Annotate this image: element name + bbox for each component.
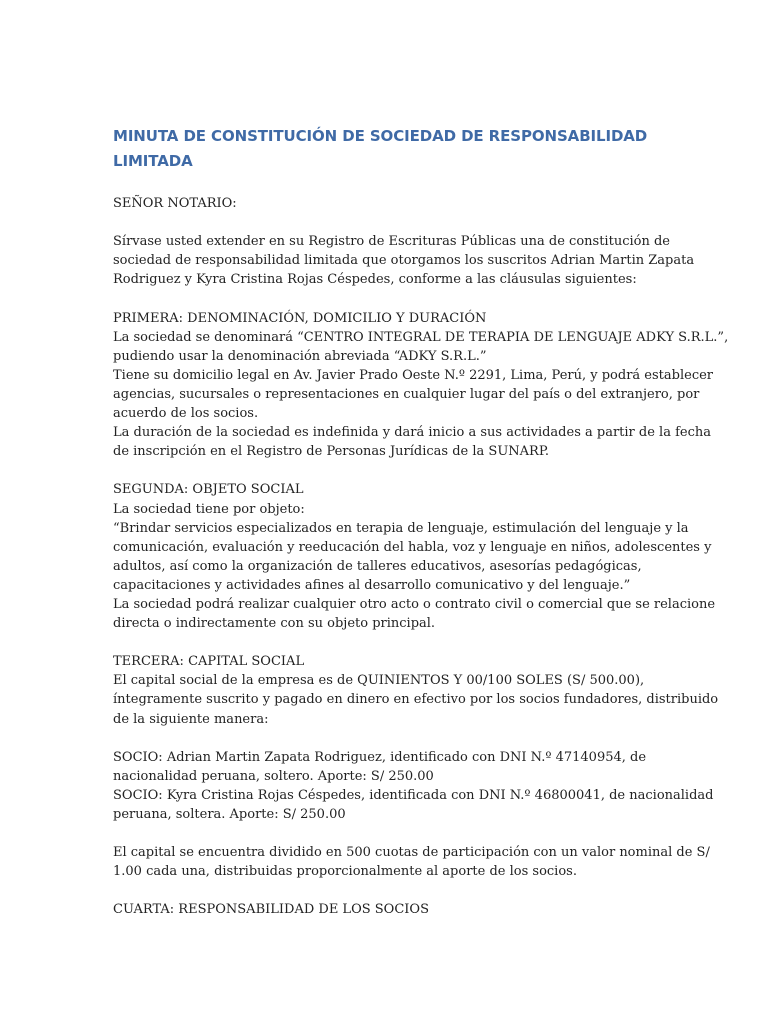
text-line: íntegramente suscrito y pagado en dinero en efectivo por los socios fundadores, distribuido — [113, 692, 719, 708]
clause-segunda — [113, 480, 716, 633]
text-line: de inscripción en el Registro de Personas Jurídicas de la SUNARP. — [113, 444, 550, 460]
text-line: nacionalidad peruana, soltero. Aporte: S/ 250.00 — [113, 768, 434, 784]
text-line: peruana, soltera. Aporte: S/ 250.00 — [113, 807, 346, 822]
text-line: adultos, así como la organización de talleres educativos, asesorías pedagógicas, — [113, 558, 642, 574]
text-line: La duración de la sociedad es indefinida y dará inicio a sus actividades a partir de la fecha — [113, 425, 711, 441]
capital-division-paragraph — [113, 843, 710, 881]
text-line: SOCIO: Adrian Martin Zapata Rodriguez, identificado con DNI N.º 47140954, de — [113, 749, 647, 765]
clause-tercera — [113, 652, 719, 728]
text-line: acuerdo de los socios. — [113, 406, 259, 422]
partners-paragraph — [113, 748, 714, 824]
text-line: Sírvase usted extender en su Registro de Escrituras Públicas una de constitución de — [113, 234, 670, 250]
document-body — [113, 124, 729, 939]
clause-heading: CUARTA: RESPONSABILIDAD DE LOS SOCIOS — [113, 902, 429, 918]
title-line: MINUTA DE CONSTITUCIÓN DE SOCIEDAD DE RESPONSABILIDAD — [113, 127, 648, 145]
title-line: LIMITADA — [113, 152, 193, 170]
text-line: El capital se encuentra dividido en 500 cuotas de participación con un valor nominal de S/ — [113, 845, 710, 861]
text-line: agencias, sucursales o representaciones en cualquier lugar del país o del extranjero, por — [113, 386, 700, 402]
clause-cuarta — [113, 900, 658, 919]
text-line: directa o indirectamente con su objeto principal. — [113, 616, 436, 632]
text-line: Rodriguez y Kyra Cristina Rojas Céspedes, conforme a las cláusulas siguientes: — [113, 272, 637, 288]
text-line: capacitaciones y actividades afines al desarrollo comunicativo y del lenguaje.” — [113, 577, 631, 593]
text-line: La sociedad se denominará “CENTRO INTEGRAL DE TERAPIA DE LENGUAJE ADKY S.R.L.”, — [113, 329, 729, 345]
text-line: “Brindar servicios especializados en terapia de lenguaje, estimulación del lenguaje y la — [113, 520, 689, 536]
text-line: La sociedad podrá realizar cualquier otro acto o contrato civil o comercial que se relacione — [113, 596, 716, 612]
text-line: SOCIO: Kyra Cristina Rojas Céspedes, identificada con DNI N.º 46800041, de nacionalidad — [113, 787, 714, 803]
intro-paragraph — [113, 232, 695, 289]
text-line: Tiene su domicilio legal en Av. Javier Prado Oeste N.º 2291, Lima, Perú, y podrá establecer — [113, 367, 714, 383]
clause-heading: TERCERA: CAPITAL SOCIAL — [113, 654, 305, 670]
text-line: de la siguiente manera: — [113, 711, 269, 727]
salutation-paragraph — [113, 194, 658, 213]
text-line: El capital social de la empresa es de QUINIENTOS Y 00/100 SOLES (S/ 500.00), — [113, 673, 645, 689]
clause-heading: SEGUNDA: OBJETO SOCIAL — [113, 482, 304, 498]
document-title — [113, 124, 658, 174]
text-line: pudiendo usar la denominación abreviada “ADKY S.R.L.” — [113, 348, 487, 364]
clause-primera — [113, 309, 729, 462]
text-line: sociedad de responsabilidad limitada que otorgamos los suscritos Adrian Martin Zapata — [113, 253, 695, 269]
text-line: SEÑOR NOTARIO: — [113, 196, 237, 211]
text-line: 1.00 cada una, distribuidas proporcionalmente al aporte de los socios. — [113, 864, 577, 880]
text-line: La sociedad tiene por objeto: — [113, 501, 305, 517]
text-line: comunicación, evaluación y reeducación del habla, voz y lenguaje en niños, adolescentes y — [113, 539, 712, 555]
clause-heading: PRIMERA: DENOMINACIÓN, DOMICILIO Y DURACIÓN — [113, 310, 487, 326]
